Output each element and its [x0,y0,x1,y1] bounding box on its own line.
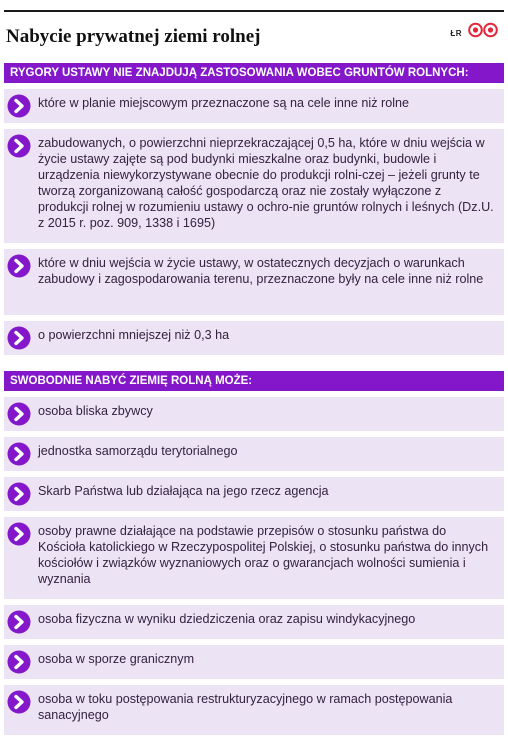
arrow-right-icon [7,94,31,118]
page-title: Nabycie prywatnej ziemi rolnej [6,26,261,47]
publisher-logo-icon [468,22,498,38]
list-item-text: osoba fizyczna w wyniku dziedziczenia oraz zapisu windykacyjnego [38,612,416,626]
arrow-right-icon [7,134,31,158]
list-item-text: osoba w sporze granicznym [38,652,195,666]
arrow-right-icon [7,690,31,714]
list-item-text: osoba w toku postępowania restrukturyzacyjnego w ramach postępowania sanacyjnego [38,692,453,722]
list-item [4,129,504,243]
arrow-right-icon [7,402,31,426]
list-item [4,437,504,471]
list-item-text: Skarb Państwa lub działająca na jego rzecz agencja [38,484,329,498]
list-item [4,89,504,123]
arrow-right-icon [7,522,31,546]
exemptions-list [4,89,504,361]
top-rule [4,10,504,12]
list-item-text: osoby prawne działające na podstawie przepisów o stosunku państwa do Kościoła katolickiego w Rzeczypospolitej Polskiej, o stosunku państwa do innych kościołów i związków wyznaniowych oraz o gwarancjach wolności sumienia i wyznania [38,524,489,586]
arrow-right-icon [7,254,31,278]
section-heading-free-acquisition: SWOBODNIE NABYĆ ZIEMIĘ ROLNĄ MOŻE: [4,371,504,391]
arrow-right-icon [7,610,31,634]
list-item [4,397,504,431]
list-item [4,645,504,679]
list-item-text: które w planie miejscowym przeznaczone są na cele inne niż rolne [38,96,409,110]
author-credit: ŁR [450,29,462,38]
list-item [4,605,504,639]
list-item-text: które w dniu wejścia w życie ustawy, w ostatecznych decyzjach o warunkach zabudowy i zagospodarowania terenu, przeznaczone były na cele inne niż rolne [38,256,484,286]
section-heading-exemptions: RYGORY USTAWY NIE ZNAJDUJĄ ZASTOSOWANIA WOBEC GRUNTÓW ROLNYCH: [4,63,504,83]
list-item [4,477,504,511]
arrow-right-icon [7,326,31,350]
list-item [4,517,504,599]
free-acquisition-list [4,397,504,741]
list-item [4,249,504,315]
list-item-text: o powierzchni mniejszej niż 0,3 ha [38,328,230,342]
arrow-right-icon [7,650,31,674]
list-item-text: osoba bliska zbywcy [38,404,153,418]
list-item [4,685,504,735]
list-item [4,321,504,355]
arrow-right-icon [7,482,31,506]
arrow-right-icon [7,442,31,466]
list-item-text: zabudowanych, o powierzchni nieprzekraczającej 0,5 ha, które w dniu wejścia w życie ustawy zajęte są pod budynki mieszkalne oraz budynki, budowle i urządzenia niewykorzystywane obecnie do produkcji rolni-czej – jeżeli grunty te tworzą zorganizowaną całość gospodarczą oraz nie zostały wyłączone z produkcji rolnej w rozumieniu ustawy o ochro-nie gruntów rolnych i leśnych (Dz.U. z 2015 r. poz. 909, 1338 i 1695) [38,136,494,230]
list-item-text: jednostka samorządu terytorialnego [38,444,238,458]
